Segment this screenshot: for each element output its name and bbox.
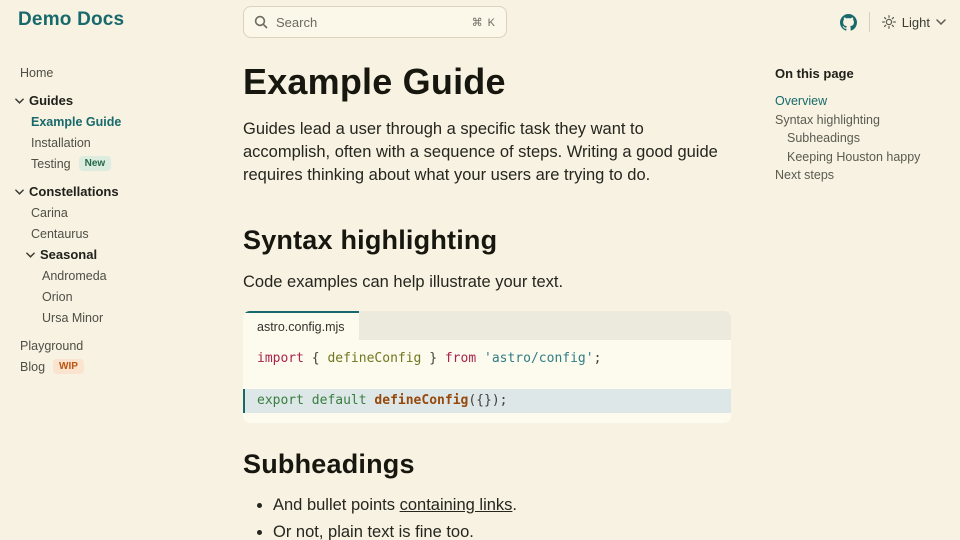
toc-item-next-steps[interactable]: Next steps	[775, 168, 835, 182]
sidebar-nav	[0, 44, 230, 540]
sidebar-item-home[interactable]	[0, 62, 230, 83]
sidebar-item-label: Playground	[20, 338, 84, 353]
code-line-highlighted: export default defineConfig({});	[243, 389, 731, 413]
code-line: import { defineConfig } from 'astro/config';	[257, 351, 602, 366]
sidebar-item-label: Testing	[31, 156, 71, 171]
sidebar-item-label: Carina	[31, 205, 68, 220]
sidebar-item-label: Ursa Minor	[42, 310, 104, 325]
sidebar-item-example-guide[interactable]	[0, 111, 230, 132]
page-title: Example Guide	[243, 61, 506, 102]
bullet-list	[243, 494, 731, 540]
sidebar-item-seasonal[interactable]	[0, 244, 230, 265]
sidebar-item-label: Orion	[42, 289, 73, 304]
badge-new: New	[79, 156, 112, 171]
list-item: • And bullet points containing links.	[273, 494, 731, 517]
toc-item-syntax-highlighting[interactable]: Syntax highlighting	[775, 112, 880, 127]
chevron-down-icon	[26, 252, 35, 258]
intro-paragraph: Guides lead a user through a specific task they want to accomplish, often with a sequence of steps. Writing a good guide requires thinking about what your users are trying to do.	[243, 120, 718, 184]
sidebar-item-constellations[interactable]	[0, 181, 230, 202]
main-content	[243, 44, 731, 540]
sidebar-item-blog[interactable]	[0, 356, 230, 377]
toc-list	[775, 92, 945, 185]
toc-item-keeping-houston-happy[interactable]: Keeping Houston happy	[787, 149, 921, 164]
search-icon	[254, 15, 268, 29]
sidebar-item-orion[interactable]	[0, 286, 230, 307]
list-item: • Or not, plain text is fine too.	[273, 521, 731, 540]
search-placeholder: Search	[276, 14, 318, 30]
github-icon	[840, 14, 857, 31]
site-title[interactable]: Demo Docs	[18, 9, 125, 30]
header-divider	[869, 12, 870, 32]
search-shortcut: ⌘ K	[471, 16, 496, 29]
code-tabbar	[243, 311, 731, 340]
sidebar-item-label: Guides	[29, 93, 74, 108]
sidebar-item-label: Andromeda	[42, 268, 107, 283]
sidebar-item-label: Blog	[20, 359, 46, 374]
toc-item-subheadings[interactable]: Subheadings	[787, 131, 860, 145]
theme-select[interactable]	[882, 15, 946, 30]
badge-wip: WIP	[53, 359, 84, 374]
sidebar-item-carina[interactable]	[0, 202, 230, 223]
chevron-down-icon	[936, 19, 946, 25]
inline-link[interactable]: containing links	[399, 496, 513, 514]
toc-item-overview[interactable]: Overview	[775, 94, 828, 108]
sidebar-item-guides[interactable]	[0, 90, 230, 111]
sidebar-item-playground[interactable]	[0, 335, 230, 356]
on-this-page	[775, 44, 945, 185]
sidebar-item-installation[interactable]	[0, 132, 230, 153]
code-line	[243, 369, 731, 389]
sidebar-item-centaurus[interactable]	[0, 223, 230, 244]
site-header	[0, 0, 960, 44]
syntax-paragraph: Code examples can help illustrate your text.	[243, 273, 564, 291]
github-link[interactable]	[840, 14, 857, 31]
chevron-down-icon	[15, 98, 24, 104]
sidebar-item-label: Example Guide	[31, 114, 122, 129]
sidebar-item-testing[interactable]	[0, 153, 230, 174]
toc-title: On this page	[775, 66, 854, 81]
code-block	[243, 311, 731, 423]
sun-icon	[882, 15, 896, 29]
header-actions	[840, 0, 946, 44]
heading-syntax-highlighting: Syntax highlighting	[243, 225, 498, 255]
code-body	[243, 340, 731, 423]
chevron-down-icon	[15, 189, 24, 195]
sidebar-item-label: Constellations	[29, 184, 119, 199]
sidebar-item-label: Home	[20, 65, 54, 80]
heading-subheadings: Subheadings	[243, 449, 415, 479]
sidebar-item-ursa-minor[interactable]	[0, 307, 230, 328]
sidebar-item-andromeda[interactable]	[0, 265, 230, 286]
sidebar-item-label: Centaurus	[31, 226, 89, 241]
sidebar-item-label: Installation	[31, 135, 91, 150]
theme-select-value: Light	[901, 14, 930, 30]
code-tab-filename[interactable]: astro.config.mjs	[243, 311, 359, 340]
search-input[interactable]	[243, 6, 507, 38]
sidebar-item-label: Seasonal	[40, 247, 98, 262]
